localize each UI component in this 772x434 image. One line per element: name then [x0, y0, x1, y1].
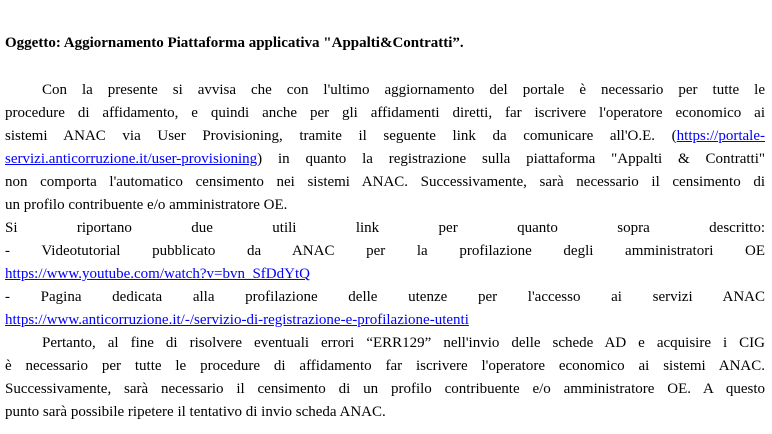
para1-line5: non comporta l'automatico censimento nei sistemi ANAC. Successivamente, sarà necessario il censimento di	[5, 174, 765, 190]
para1-line4	[5, 148, 765, 171]
bullet-videotutorial: - Videotutorial pubblicato da ANAC per la profilazione degli amministratori OE	[5, 243, 765, 259]
youtube-link-line	[5, 263, 765, 286]
para1-line6: un profilo contribuente e/o amministratore OE.	[5, 197, 288, 213]
user-provisioning-link-part1[interactable]: https://portale-	[676, 128, 765, 144]
blank-line	[5, 55, 765, 79]
user-provisioning-link-part2[interactable]: servizi.anticorruzione.it/user-provisioning	[5, 151, 258, 167]
para1-line3-text: sistemi ANAC via User Provisioning, tramite il seguente link da comunicare all'O.E. (	[5, 128, 677, 144]
subject-line: Oggetto: Aggiornamento Piattaforma applicativa "Appalti&Contratti”.	[5, 35, 464, 51]
para2-line1: Pertanto, al fine di risolvere eventuali errori “ERR129” nell'invio delle schede AD e acquisire i CIG	[42, 335, 765, 351]
para2-line2: è necessario per tutte le procedure di affidamento far iscrivere l'operatore economico ai sistemi ANAC.	[5, 358, 765, 374]
links-intro-line: Si riportano due utili link per quanto sopra descritto:	[5, 220, 765, 236]
bullet-pagina-profilazione: - Pagina dedicata alla profilazione delle utenze per l'accesso ai servizi ANAC	[5, 289, 765, 305]
para2-line4: punto sarà possibile ripetere il tentativo di invio scheda ANAC.	[5, 404, 386, 420]
para1-line2: procedure di affidamento, e quindi anche per gli affidamenti diretti, far iscrivere l'operatore economico ai	[5, 105, 765, 121]
letter-body	[5, 32, 765, 424]
para1-line4-text: ) in quanto la registrazione sulla piattaforma "Appalti & Contratti"	[257, 151, 765, 167]
para1-line1: Con la presente si avvisa che con l'ultimo aggiornamento del portale è necessario per tutte le	[42, 82, 765, 98]
anticorruzione-link[interactable]: https://www.anticorruzione.it/-/servizio-di-registrazione-e-profilazione-utenti	[5, 312, 469, 328]
anticorruzione-link-line	[5, 309, 765, 332]
youtube-link[interactable]: https://www.youtube.com/watch?v=bvn_SfDdYtQ	[5, 266, 310, 282]
para2-line3: Successivamente, sarà necessario il censimento di un profilo contribuente e/o amministratore OE. A questo	[5, 381, 765, 397]
para1-line3	[5, 125, 765, 148]
